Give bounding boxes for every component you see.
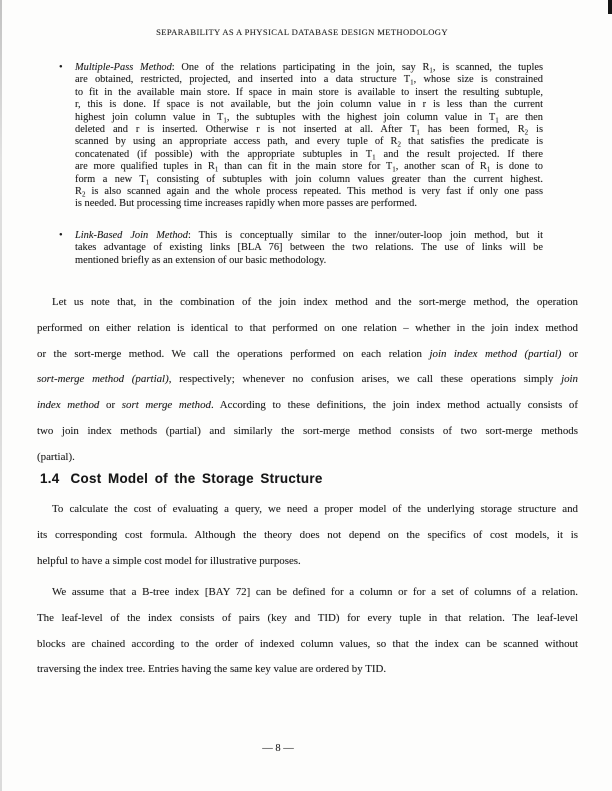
bullet-icon: • <box>59 229 63 241</box>
text-line: takes advantage of existing links [BLA 76] between the two relations. The use of links will be <box>75 242 543 254</box>
text-line: concatenated (if possible) with the appropriate subtuples in $T_1$ and the result projected. If there <box>75 148 543 162</box>
section-heading <box>40 471 323 486</box>
page-number: — 8 — <box>262 743 294 754</box>
bullet-icon: • <box>59 62 63 73</box>
text-line: are more qualified tuples in $R_1$ than can fit in the main store for $T_1$, another scan of $R_1$ is done to <box>75 161 543 174</box>
scan-edge-artifact <box>0 0 2 791</box>
text-line: two join index methods (partial) and similarly the sort-merge method consists of two sort-merge methods <box>37 424 578 437</box>
text-line: sort-merge method (partial), respectively; whenever no confusion arises, we call these operations simply join <box>37 373 579 386</box>
text-line: $R_2$ is also scanned again and the whole process repeated. This method is very fast if only one pass <box>75 186 543 199</box>
section-title: Cost Model of the Storage Structure <box>70 471 323 486</box>
text-line: is needed. But processing time increases rapidly when more passes are performed. <box>75 198 417 210</box>
text-line: index method or sort merge method. According to these definitions, the join index method actually consists of <box>37 399 578 412</box>
text-line: or the sort-merge method. We call the operations performed on each relation join index method (partial) or <box>37 347 578 360</box>
text-line: The leaf-level of the index consists of pairs (key and TID) for every tuple in that relation. The leaf-level <box>37 611 578 624</box>
bullet-item-multiple-pass-method <box>59 62 543 211</box>
text-line: Link-Based Join Method: This is conceptually similar to the inner/outer-loop join method, but it <box>75 229 544 241</box>
bullet-item-link-based-join-method <box>59 230 543 267</box>
text-line: scanned by using an appropriate access path, and every tuple of $R_2$ that satisfies the predicate is <box>75 136 543 149</box>
bullet-text-multiple-pass <box>75 62 543 211</box>
text-line: To calculate the cost of evaluating a query, we need a proper model of the underlying storage structure and <box>52 503 578 515</box>
text-line: Let us note that, in the combination of the join index method and the sort-merge method, the operation <box>52 296 578 308</box>
text-line: to fit in the available main store. If space in main store is available to insert the resulting subtuple, <box>75 86 543 98</box>
text-line: form a new $T_1$ consisting of subtuples with join column values greater than the current highest. <box>75 173 544 187</box>
paragraph-btree-index <box>37 580 578 683</box>
text-line: Multiple-Pass Method: One of the relations participating in the join, say $R_1$, is scanned, the tuples <box>75 62 543 75</box>
text-line: mentioned briefly as an extension of our basic methodology. <box>75 254 327 266</box>
paragraph-join-method-combination <box>37 290 578 471</box>
text-line: blocks are chained according to the order of indexed column values, so that the index can be scanned without <box>37 637 578 650</box>
text-line: (partial). <box>37 450 75 463</box>
text-line: highest join column value in $T_1$, the subtuples with the highest join column value in $T_1$ are then <box>75 111 543 125</box>
text-line: are obtained, restricted, projected, and inserted into a data structure $T_1$, whose size is constrained <box>75 74 543 87</box>
text-line: helpful to have a simple cost model for illustrative purposes. <box>37 554 301 567</box>
scan-corner-artifact <box>608 0 612 14</box>
text-line: traversing the index tree. Entries having the same key value are ordered by TID. <box>37 663 387 676</box>
text-line: We assume that a B-tree index [BAY 72] can be defined for a column or for a set of columns of a relation. <box>52 586 578 598</box>
bullet-text-link-based-join <box>75 230 543 267</box>
text-line: deleted and r is inserted. Otherwise r is not inserted at all. After $T_1$ has been formed, $R_2$ is <box>75 124 544 137</box>
bullet-list <box>59 62 543 267</box>
text-line: performed on either relation is identical to that performed on one relation – whether in the join index method <box>37 321 578 334</box>
text-line: its corresponding cost formula. Although the theory does not depend on the specifics of cost models, it is <box>37 528 578 541</box>
section-number: 1.4 <box>40 471 60 486</box>
paragraph-cost-model-intro <box>37 497 578 574</box>
running-header: SEPARABILITY AS A PHYSICAL DATABASE DESIGN METHODOLOGY <box>156 27 448 37</box>
text-line: r, this is done. If space is not available, but the join column value in r is less than the current <box>75 99 543 111</box>
